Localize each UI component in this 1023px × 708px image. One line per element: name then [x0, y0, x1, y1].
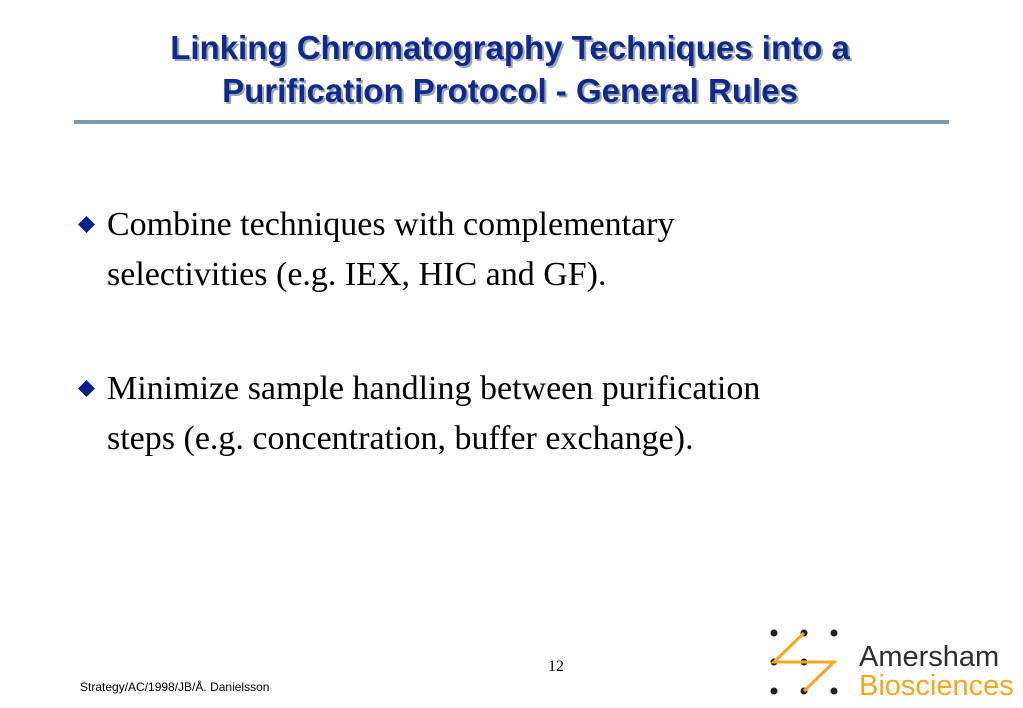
logo-wordmark	[859, 643, 1014, 701]
logo-text-biosciences: Biosciences	[859, 670, 1014, 702]
title-divider	[74, 120, 949, 124]
slide-title	[60, 26, 960, 112]
bullet-1-line-2: selectivities (e.g. IEX, HIC and GF).	[107, 256, 607, 293]
bullet-1-line-1: Combine techniques with complementary	[107, 206, 675, 243]
diamond-bullet-icon	[78, 216, 95, 233]
bullet-item	[76, 200, 976, 300]
bullet-2-line-1: Minimize sample handling between purification	[107, 370, 761, 407]
page-number: 12	[548, 658, 564, 675]
slide-title-line-1: Linking Chromatography Techniques into a	[170, 29, 850, 66]
logo-text-amersham: Amersham	[859, 641, 1000, 673]
bullet-2-line-2: steps (e.g. concentration, buffer exchange).	[107, 420, 694, 457]
slide-title-line-2: Purification Protocol - General Rules	[222, 72, 798, 109]
diamond-bullet-icon	[78, 380, 95, 397]
bullet-list	[76, 200, 976, 528]
amersham-logo-mark-icon	[766, 625, 846, 700]
bullet-item	[76, 364, 976, 464]
footer-text: Strategy/AC/1998/JB/Å. Danielsson	[80, 680, 270, 694]
